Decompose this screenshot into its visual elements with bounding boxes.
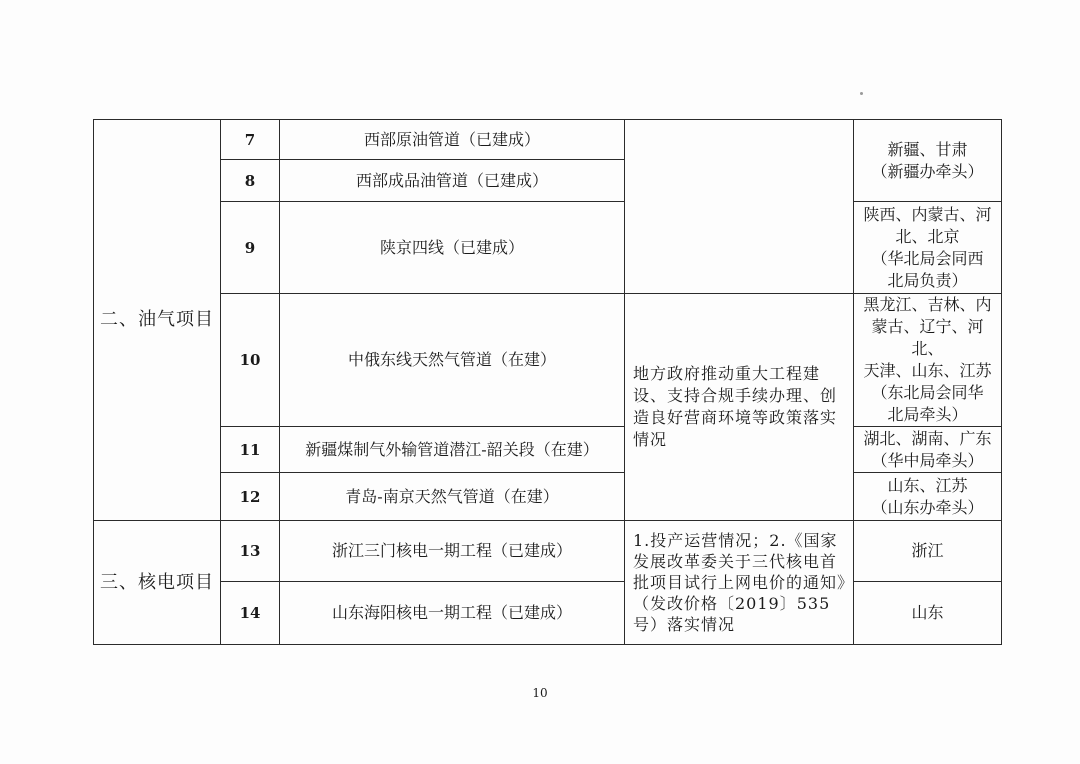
- project-number: 14: [221, 582, 280, 645]
- project-number: 7: [221, 120, 280, 160]
- table-row: [94, 120, 1002, 160]
- region-line: 北局负责）: [887, 270, 968, 290]
- table-row: [94, 521, 1002, 582]
- project-number: 11: [221, 427, 280, 473]
- project-name: 浙江三门核电一期工程（已建成）: [280, 521, 625, 582]
- region-cell-13: 浙江: [854, 521, 1002, 582]
- project-name: 新疆煤制气外输管道潜江-韶关段（在建）: [280, 427, 625, 473]
- page-number: 10: [532, 686, 548, 700]
- region-cell-9: [854, 202, 1002, 294]
- region-cell-12: [854, 473, 1002, 521]
- region-cell-14: 山东: [854, 582, 1002, 645]
- scan-speck: [860, 92, 863, 95]
- project-name: 西部原油管道（已建成）: [280, 120, 625, 160]
- region-line: 北、北京: [895, 226, 960, 246]
- project-table: [93, 119, 1002, 645]
- region-cell-10: [854, 294, 1002, 427]
- table-row: [94, 427, 1002, 473]
- project-number: 12: [221, 473, 280, 521]
- table-row: [94, 294, 1002, 427]
- category-cell-nuclear: 三、核电项目: [94, 521, 221, 645]
- project-name: 山东海阳核电一期工程（已建成）: [280, 582, 625, 645]
- project-name: 西部成品油管道（已建成）: [280, 160, 625, 202]
- region-line: （山东办牵头）: [871, 497, 984, 517]
- region-line: （新疆办牵头）: [871, 161, 984, 181]
- region-line: 蒙古、辽宁、河北、: [871, 317, 984, 358]
- region-line: 黑龙江、吉林、内: [863, 295, 992, 314]
- region-cell-11: [854, 427, 1002, 473]
- requirement-cell-empty: [625, 120, 854, 294]
- region-line: （东北局会同华: [871, 383, 984, 402]
- project-name: 陕京四线（已建成）: [280, 202, 625, 294]
- project-name: 青岛-南京天然气管道（在建）: [280, 473, 625, 521]
- region-cell-7-8: [854, 120, 1002, 202]
- project-number: 13: [221, 521, 280, 582]
- project-number: 8: [221, 160, 280, 202]
- region-line: 陕西、内蒙古、河: [863, 204, 992, 224]
- requirement-cell-nuclear: 1.投产运营情况；2.《国家发展改革委关于三代核电首批项目试行上网电价的通知》（发改价格〔2019〕535号）落实情况: [625, 521, 854, 645]
- region-line: （华北局会同西: [871, 248, 984, 268]
- project-number: 9: [221, 202, 280, 294]
- region-line: 北局牵头）: [887, 405, 968, 424]
- table-row: [94, 582, 1002, 645]
- table-row: [94, 202, 1002, 294]
- region-line: 湖北、湖南、广东: [863, 428, 992, 448]
- project-name: 中俄东线天然气管道（在建）: [280, 294, 625, 427]
- category-cell-oil-gas: 二、油气项目: [94, 120, 221, 521]
- requirement-cell-oil-gas: 地方政府推动重大工程建设、支持合规手续办理、创造良好营商环境等政策落实情况: [625, 294, 854, 521]
- region-line: 天津、山东、江苏: [863, 361, 992, 380]
- region-line: （华中局牵头）: [871, 450, 984, 470]
- region-line: 新疆、甘肃: [887, 139, 968, 159]
- project-number: 10: [221, 294, 280, 427]
- region-line: 山东、江苏: [887, 475, 968, 495]
- table-row: [94, 473, 1002, 521]
